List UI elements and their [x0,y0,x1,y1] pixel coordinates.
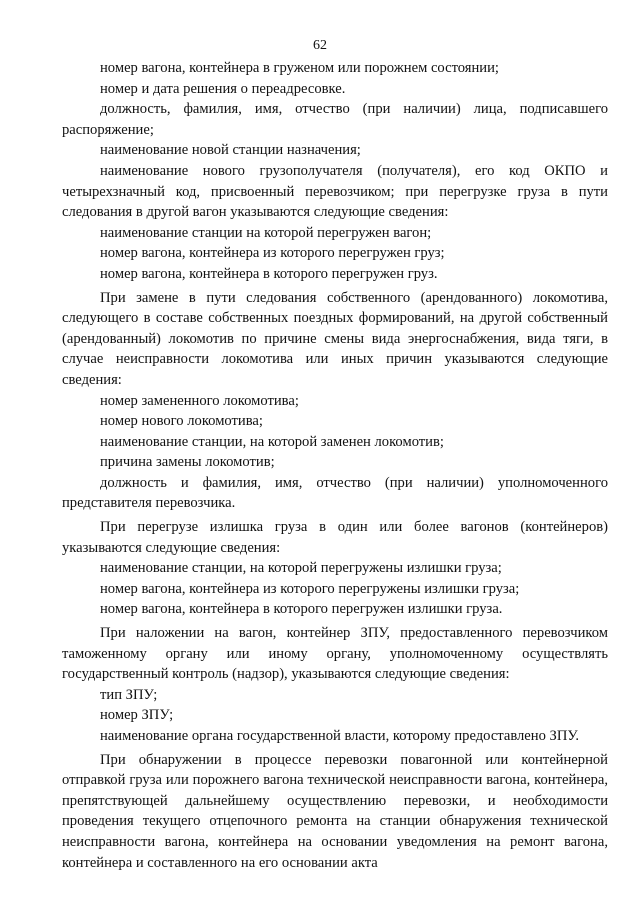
paragraph: наименование станции на которой перегружен вагон; [100,224,432,241]
paragraph: При замене в пути следования собственного (арендованного) локомотива, следующего в составе собственных поездных формирований, на другой собственный (арендованный) локомотив по причине смены вида энергоснабжения, вида тяги, в случае неисправности локомотива или иных причин указываются следующие сведения: [62,289,608,388]
paragraph: должность и фамилия, имя, отчество (при наличии) уполномоченного представителя перевозчика. [62,474,608,512]
paragraph: номер вагона, контейнера из которого перегружены излишки груза; [100,580,520,597]
paragraph: причина замены локомотив; [100,454,275,471]
paragraph: номер вагона, контейнера в которого перегружен груз. [100,265,438,282]
paragraph: наименование нового грузополучателя (получателя), его код ОКПО и четырехзначный код, присвоенный перевозчиком; при перегрузке груза в пути следования в другой вагон указываются следующие сведения: [62,162,608,221]
paragraph: При перегрузе излишка груза в один или более вагонов (контейнеров) указываются следующие сведения: [62,519,608,556]
paragraph: номер замененного локомотива; [100,392,299,409]
paragraph: наименование станции, на которой перегружены излишки груза; [100,560,502,577]
paragraph: номер ЗПУ; [100,707,174,724]
page-number: 62 [313,38,327,53]
paragraph: тип ЗПУ; [100,686,158,703]
paragraph: При обнаружении в процессе перевозки повагонной или контейнерной отправкой груза или порожнего вагона технической неисправности вагона, контейнера, препятствующей дальнейшему осуществлению перевозки, и необходимости проведения текущего отцепочного ремонта на станции обнаружения технической неисправности вагона, контейнера на основании уведомления на ремонт вагона, контейнера и составленного на его основании акта [62,751,608,871]
paragraph: номер вагона, контейнера в груженом или порожнем состоянии; [100,60,499,76]
paragraph: наименование станции, на которой заменен локомотив; [100,433,444,450]
paragraph: наименование органа государственной власти, которому предоставлено ЗПУ. [100,728,579,744]
paragraph: должность, фамилия, имя, отчество (при наличии) лица, подписавшего распоряжение; [62,101,608,138]
paragraph: номер нового локомотива; [100,413,263,430]
paragraph: номер вагона, контейнера в которого перегружен излишки груза. [100,601,503,618]
paragraph: номер и дата решения о переадресовке. [100,80,346,97]
paragraph: При наложении на вагон, контейнер ЗПУ, предоставленного перевозчиком таможенному органу или иному органу, уполномоченному осуществлять государственный контроль (надзор), указываются следующие сведения: [62,625,608,683]
paragraph: номер вагона, контейнера из которого перегружен груз; [100,245,445,262]
paragraph: наименование новой станции назначения; [100,142,361,159]
document-body [62,58,608,873]
